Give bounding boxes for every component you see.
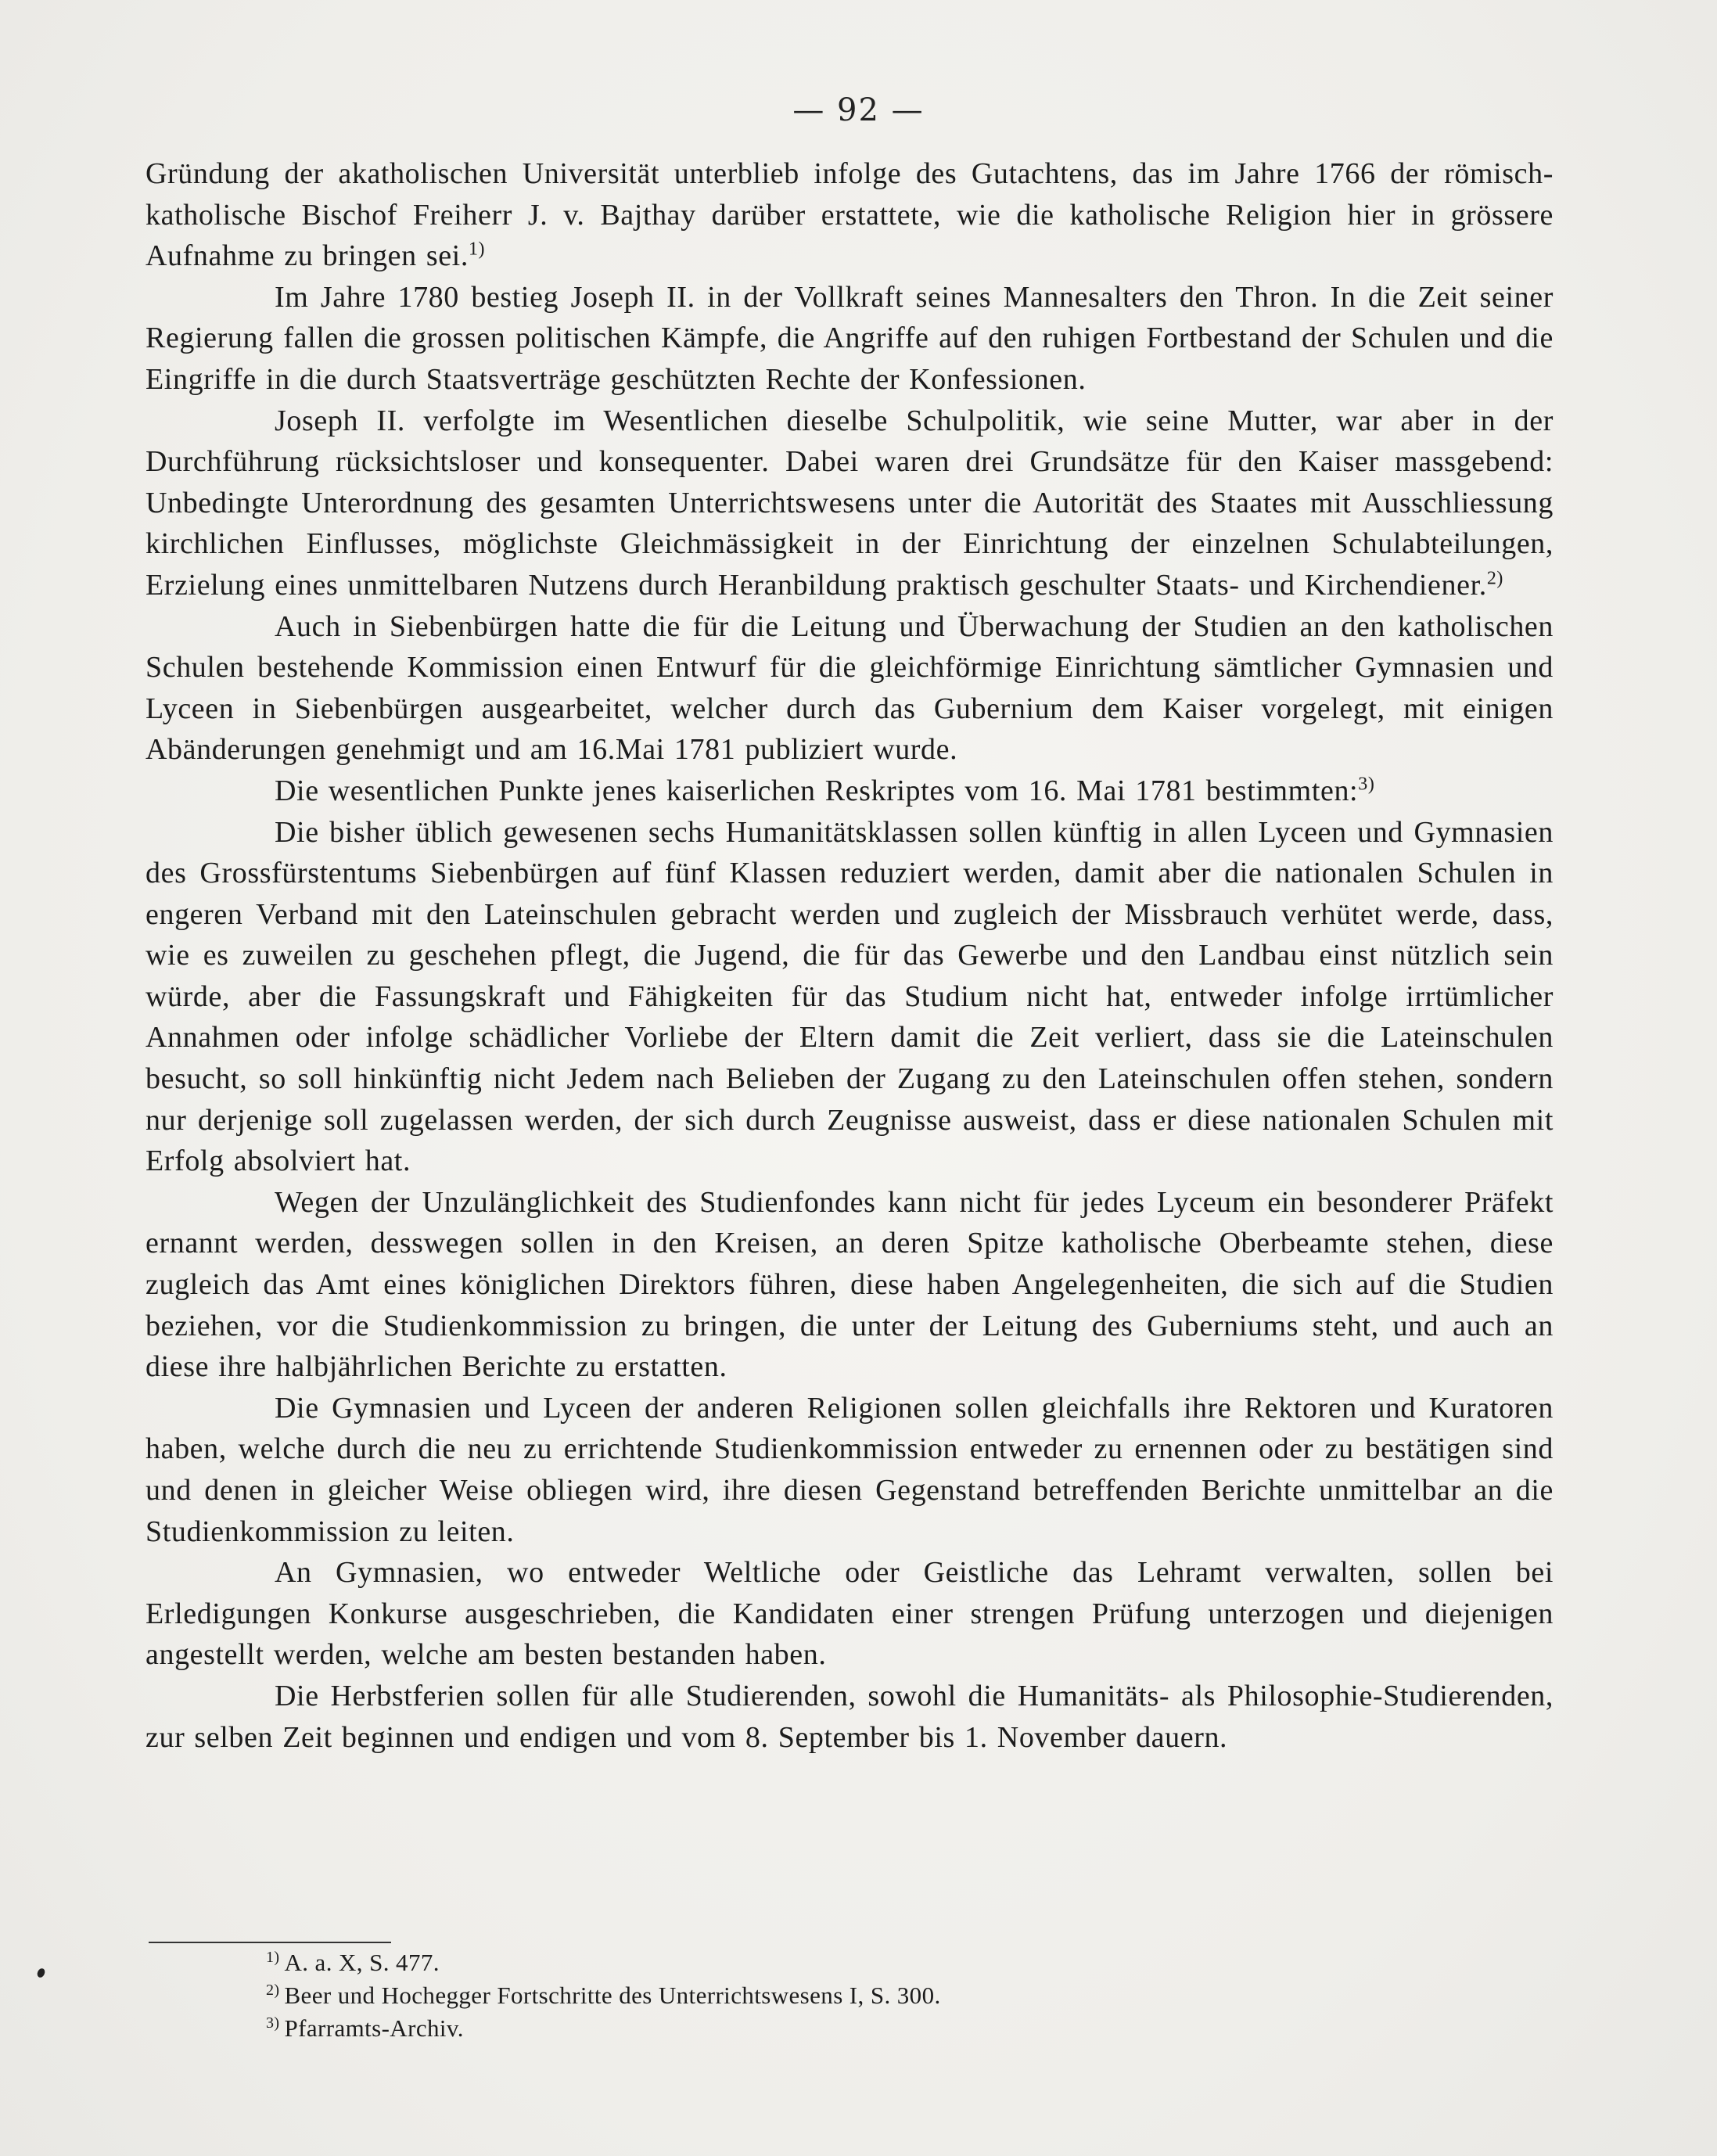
footnote-2: $^{2)}$ Beer und Hochegger Fortschritte des Unterrichtswesens I, S. 300. bbox=[266, 1981, 941, 2009]
paragraph-10: Die Herbstferien sollen für alle Studierenden, sowohl die Humanitäts- als Philosophie-Studierenden, zur selben Zeit beginnen und endigen und vom 8. September bis 1. November dauern. bbox=[145, 1679, 1554, 1754]
paragraph-1: Gründung der akatholischen Universität unterblieb infolge des Gutachtens, das im Jahre 1766 der römisch-katholische Bischof Freiherr J. v. Bajthay darüber erstattete, wie die katholische Religion hier in grössere Aufnahme zu bringen sei.$^{1)}$ bbox=[145, 157, 1554, 273]
footnote-ref-2: 2) bbox=[1486, 568, 1504, 589]
paragraph-8: Die Gymnasien und Lyceen der anderen Religionen sollen gleichfalls ihre Rektoren und Kuratoren haben, welche durch die neu zu errichtende Studienkommission entweder zu ernennen oder zu bestätigen sind und denen in gleicher Weise obliegen wird, ihre diesen Gegenstand betreffenden Berichte unmittelbar an die Studienkommission zu leiten. bbox=[145, 1391, 1554, 1548]
paragraph-5: Die wesentlichen Punkte jenes kaiserlichen Reskriptes vom 16. Mai 1781 bestimmten:$^{3)}$ bbox=[275, 774, 1375, 807]
ink-speck bbox=[36, 1967, 46, 1979]
paragraph-3: Joseph II. verfolgte im Wesentlichen dieselbe Schulpolitik, wie seine Mutter, war aber in der Durchführung rücksichtsloser und konsequenter. Dabei waren drei Grundsätze für den Kaiser massgebend: Unbedingte Unterordnung des gesamten Unterrichtswesens unter die Autorität des Staates mit Ausschliessung kirchlichen Einflusses, möglichste Gleichmässigkeit in der Einrichtung der einzelnen Schulabteilungen, Erzielung eines unmittelbaren Nutzens durch Heranbildung praktisch geschulter Staats- und Kirchendiener.$^{2)}$ bbox=[145, 404, 1554, 602]
paragraph-2: Im Jahre 1780 bestieg Joseph II. in der Vollkraft seines Mannesalters den Thron. In die Zeit seiner Regierung fallen die grossen politischen Kämpfe, die Angriffe auf den ruhigen Fortbestand der Schulen und die Eingriffe in die durch Staatsverträge geschützten Rechte der Konfessionen. bbox=[145, 280, 1554, 396]
paragraph-9: An Gymnasien, wo entweder Weltliche oder Geistliche das Lehramt verwalten, sollen bei Erledigungen Konkurse ausgeschrieben, die Kandidaten einer strengen Prüfung unterzogen und diejenigen angestellt werden, welche am besten bestanden haben. bbox=[145, 1556, 1554, 1672]
footnote-3: $^{3)}$ Pfarramts-Archiv. bbox=[266, 2014, 464, 2042]
paragraph-6: Die bisher üblich gewesenen sechs Humanitätsklassen sollen künftig in allen Lyceen und Gymnasien des Grossfürstentums Siebenbürgen auf fünf Klassen reduziert werden, damit aber die nationalen Schulen in engeren Verband mit den Lateinschulen gebracht werden und zugleich der Missbrauch verhütet werde, dass, wie es zuweilen zu geschehen pflegt, die Jugend, die für das Gewerbe und den Landbau einst nützlich sein würde, aber die Fassungskraft und Fähigkeiten für das Studium nicht hat, entweder infolge irrtümlicher Annahmen oder infolge schädlicher Vorliebe der Eltern damit die Zeit verliert, dass sie die Lateinschulen besucht, so soll hinkünftig nicht Jedem nach Belieben der Zugang zu den Lateinschulen offen stehen, sondern nur derjenige soll zugelassen werden, der sich durch Zeugnisse ausweist, dass er diese nationalen Schulen mit Erfolg absolviert hat. bbox=[145, 815, 1554, 1178]
body-text bbox=[145, 153, 1554, 1758]
footnote-divider bbox=[149, 1942, 391, 1943]
page-number: — 92 — bbox=[792, 92, 925, 128]
footnote-1: $^{1)}$ A. a. X, S. 477. bbox=[266, 1948, 440, 1976]
footnote-ref-3: 3) bbox=[1358, 774, 1375, 795]
paragraph-7: Wegen der Unzulänglichkeit des Studienfondes kann nicht für jedes Lyceum ein besonderer Präfekt ernannt werden, desswegen sollen in den Kreisen, an deren Spitze katholische Oberbeamte stehen, diese zugleich das Amt eines königlichen Direktors führen, diese haben Angelegenheiten, die sich auf die Studien beziehen, vor die Studienkommission zu bringen, die unter der Leitung des Guberniums steht, und auch an diese ihre halbjährlichen Berichte zu erstatten. bbox=[145, 1185, 1554, 1384]
footnote-ref-1: 1) bbox=[468, 239, 486, 260]
footnotes bbox=[266, 1946, 1518, 2045]
paragraph-4: Auch in Siebenbürgen hatte die für die Leitung und Überwachung der Studien an den katholischen Schulen bestehende Kommission einen Entwurf für die gleichförmige Einrichtung sämtlicher Gymnasien und Lyceen in Siebenbürgen ausgearbeitet, welcher durch das Gubernium dem Kaiser vorgelegt, mit einigen Abänderungen genehmigt und am 16.Mai 1781 publiziert wurde. bbox=[145, 609, 1554, 767]
